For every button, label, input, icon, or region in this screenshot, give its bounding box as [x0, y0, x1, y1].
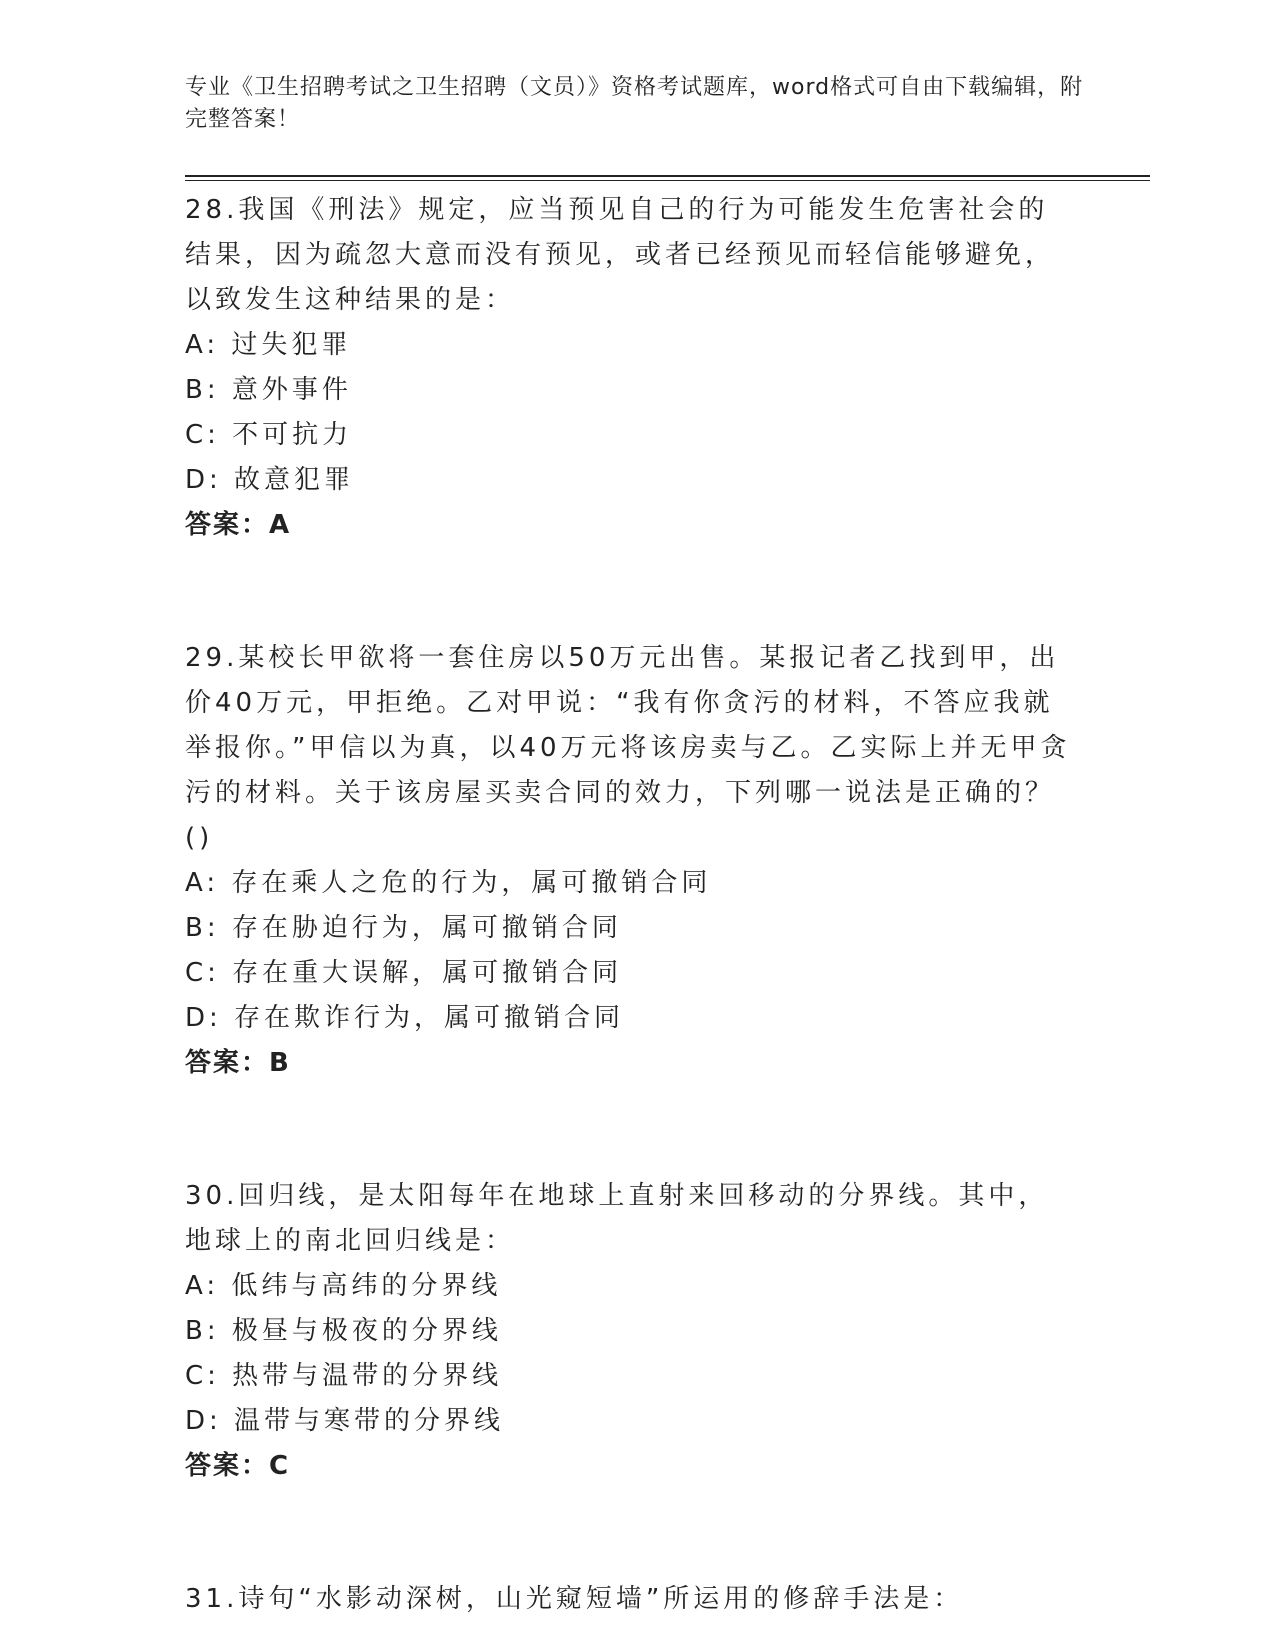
- answer: 答案：A: [185, 510, 292, 540]
- question-30: [185, 1174, 1075, 1489]
- option-a: A: 低纬与高纬的分界线: [185, 1271, 502, 1301]
- option-c: C: 存在重大误解，属可撤销合同: [185, 958, 623, 988]
- answer: 答案：C: [185, 1451, 291, 1481]
- option-b: B: 意外事件: [185, 375, 352, 405]
- question-stem: 31.诗句“水影动深树，山光窥短墙”所运用的修辞手法是：: [185, 1584, 964, 1614]
- option-b: B: 极昼与极夜的分界线: [185, 1316, 502, 1346]
- option-a: A: 存在乘人之危的行为，属可撤销合同: [185, 868, 712, 898]
- question-stem: 30.回归线，是太阳每年在地球上直射来回移动的分界线。其中，地球上的南北回归线是：: [185, 1181, 1049, 1256]
- option-c: C: 不可抗力: [185, 420, 353, 450]
- option-d: D: 故意犯罪: [185, 465, 355, 495]
- question-spacer: [185, 1489, 1075, 1577]
- header-divider-thick: [185, 175, 1150, 177]
- option-a: A: 过失犯罪: [185, 330, 352, 360]
- question-spacer: [185, 1086, 1075, 1174]
- question-list: [185, 188, 1075, 1622]
- option-c: C: 热带与温带的分界线: [185, 1361, 503, 1391]
- question-31: [185, 1577, 1075, 1622]
- answer: 答案：B: [185, 1048, 291, 1078]
- header-divider-thin: [185, 180, 1150, 181]
- question-stem: 29.某校长甲欲将一套住房以50万元出售。某报记者乙找到甲，出价40万元，甲拒绝。乙对甲说：“我有你贪污的材料，不答应我就举报你。”甲信以为真，以40万元将该房卖与乙。乙实际上并无甲贪污的材料。关于该房屋买卖合同的效力，下列哪一说法是正确的？(): [185, 643, 1071, 853]
- question-29: [185, 636, 1075, 1086]
- question-spacer: [185, 548, 1075, 636]
- option-b: B: 存在胁迫行为，属可撤销合同: [185, 913, 622, 943]
- document-intro: 专业《卫生招聘考试之卫生招聘（文员）》资格考试题库，word格式可自由下载编辑，附完整答案！: [185, 75, 1084, 132]
- question-stem: 28.我国《刑法》规定，应当预见自己的行为可能发生危害社会的结果，因为疏忽大意而没有预见，或者已经预见而轻信能够避免，以致发生这种结果的是：: [185, 195, 1056, 315]
- question-28: [185, 188, 1075, 548]
- option-d: D: 存在欺诈行为，属可撤销合同: [185, 1003, 625, 1033]
- option-d: D: 温带与寒带的分界线: [185, 1406, 505, 1436]
